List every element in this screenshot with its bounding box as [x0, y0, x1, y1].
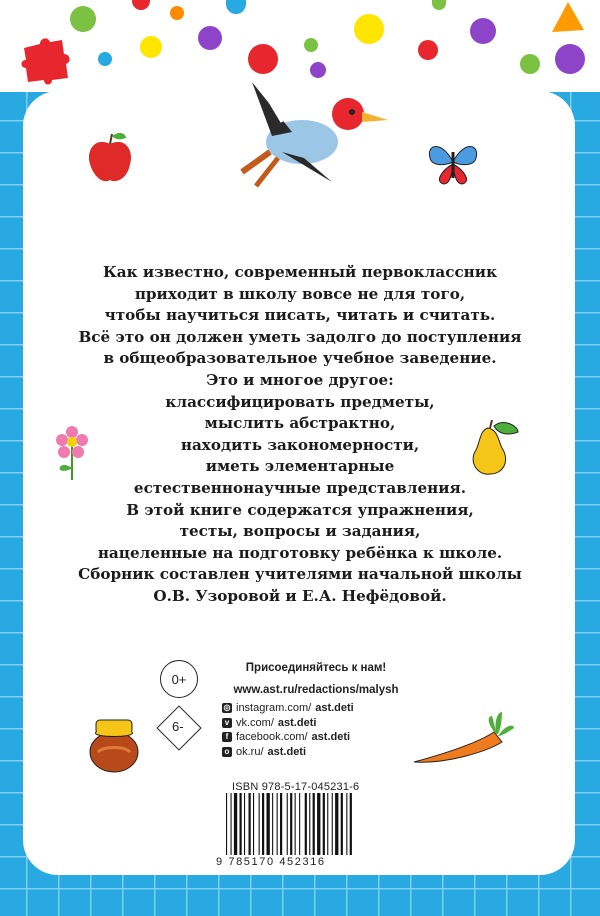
- barcode-bar: [346, 793, 347, 855]
- annotation-line: В этой книге содержатся упражнения,: [126, 500, 474, 519]
- age-restriction-text: 6-: [172, 719, 184, 734]
- puzzle-piece-icon: [18, 34, 76, 86]
- barcode-bar: [327, 793, 328, 855]
- annotation-line: Сборник составлен учителями начальной школы: [78, 565, 522, 584]
- barcode-bar: [272, 793, 273, 855]
- social-handle: ast.deti: [277, 716, 317, 729]
- social-handle: ast.deti: [311, 731, 351, 743]
- annotation-line: О.В. Узоровой и Е.А. Нефёдовой.: [153, 586, 447, 605]
- annotation-line: классифицировать предметы,: [165, 392, 435, 411]
- vk-icon: v: [222, 718, 232, 728]
- barcode-bar: [244, 793, 245, 855]
- annotation-line: иметь элементарные: [205, 457, 395, 476]
- barcode-bar: [299, 793, 300, 855]
- barcode-bar: [341, 793, 343, 855]
- annotation-line: находить закономерности,: [180, 435, 420, 454]
- barcode-bar: [317, 793, 320, 855]
- annotation-line: естественнонаучные представления.: [133, 478, 467, 497]
- barcode-bar: [323, 793, 325, 855]
- barcode-bar: [295, 793, 296, 855]
- barcode-bar: [335, 793, 338, 855]
- barcode-bar: [253, 793, 254, 855]
- annotation-line: Это и многое другое:: [206, 370, 394, 389]
- barcode-bar: [259, 793, 260, 855]
- barcode-bar: [309, 793, 310, 855]
- butterfly-illustration: [424, 136, 482, 190]
- barcode-bar: [267, 793, 270, 855]
- barcode-bar: [280, 793, 282, 855]
- barcode-bar: [262, 793, 264, 855]
- ok-icon: o: [222, 747, 232, 757]
- annotation-text: [40, 262, 560, 608]
- annotation-line: тесты, вопросы и задания,: [179, 522, 421, 541]
- facebook-icon: f: [222, 732, 232, 742]
- barcode-bar: [231, 793, 232, 855]
- barcode-bar: [305, 793, 307, 855]
- annotation-line: нацеленные на подготовку ребёнка к школе.: [97, 543, 503, 562]
- apple-illustration: [84, 130, 136, 186]
- barcode-bar: [290, 793, 292, 855]
- annotation-line: в общеобразовательное учебное заведение.: [103, 349, 497, 368]
- barcode: [222, 793, 382, 855]
- carrot-illustration: [406, 710, 516, 770]
- social-handle: ast.deti: [315, 702, 354, 714]
- barcode-bar: [313, 793, 315, 855]
- barcode-digits: 9 785170 452316: [216, 856, 326, 868]
- website-link[interactable]: www.ast.ru/redactions/malysh: [233, 684, 399, 696]
- barcode-bar: [332, 793, 333, 855]
- social-links: [222, 701, 354, 759]
- age-rating-badge: [160, 660, 198, 698]
- join-heading: Присоединяйтесь к нам!: [245, 662, 387, 674]
- social-link-ok[interactable]: [222, 745, 354, 760]
- woodpecker-illustration: [212, 62, 392, 202]
- honey-jar-illustration: [84, 712, 144, 774]
- triangle-shape: [548, 0, 588, 34]
- social-link-vk[interactable]: [222, 716, 354, 731]
- barcode-bar: [350, 793, 352, 855]
- social-prefix: facebook.com/: [236, 731, 308, 743]
- annotation-line: чтобы научиться писать, читать и считать.: [104, 306, 496, 325]
- barcode-bar: [287, 793, 288, 855]
- age-rating-text: 0+: [171, 671, 187, 687]
- barcode-bar: [277, 793, 278, 855]
- barcode-bar: [234, 793, 237, 855]
- barcode-bar: [226, 793, 227, 855]
- social-link-instagram[interactable]: [222, 701, 354, 716]
- isbn-text: ISBN 978-5-17-045231-6: [232, 781, 360, 793]
- social-handle: ast.deti: [267, 745, 307, 758]
- social-link-facebook[interactable]: [222, 730, 354, 745]
- barcode-bar: [240, 793, 242, 855]
- social-prefix: instagram.com/: [236, 702, 312, 714]
- social-prefix: ok.ru/: [236, 745, 264, 758]
- annotation-line: Как известно, современный первоклассник: [102, 263, 498, 281]
- annotation-line: приходит в школу вовсе не для того,: [134, 284, 466, 303]
- instagram-icon: ◎: [223, 703, 231, 713]
- annotation-line: Всё это он должен уметь задолго до поступления: [78, 327, 522, 346]
- annotation-line: мыслить абстрактно,: [204, 414, 396, 433]
- barcode-bar: [249, 793, 251, 855]
- social-prefix: vk.com/: [236, 716, 274, 729]
